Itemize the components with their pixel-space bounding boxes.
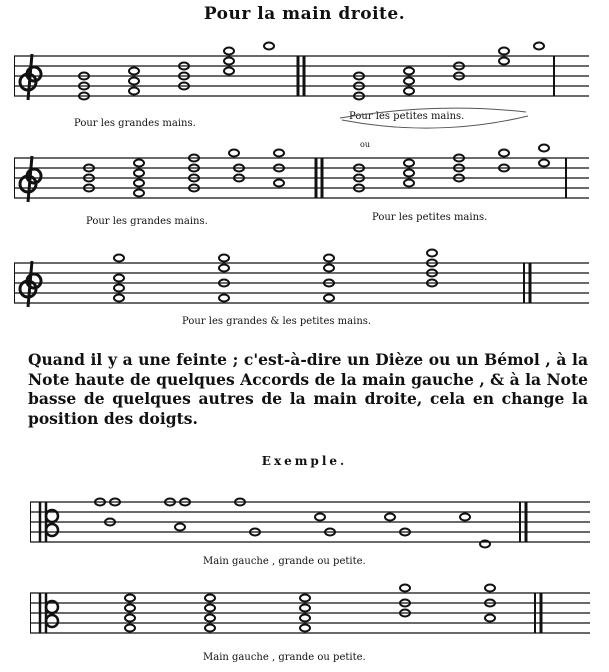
chord-notes <box>95 499 490 548</box>
staff-4 <box>30 484 590 564</box>
treble-clef-icon <box>20 156 41 202</box>
staff-3 <box>14 245 589 325</box>
caption-staff4: Main gauche , grande ou petite. <box>203 556 366 567</box>
chord-notes <box>79 43 544 100</box>
caption-staff2-right: Pour les petites mains. <box>372 212 488 223</box>
ou-label: ou <box>360 140 370 149</box>
staff-2 <box>14 140 589 220</box>
treble-clef-icon <box>20 261 41 307</box>
chord-notes <box>125 585 495 632</box>
chord-notes <box>114 250 437 302</box>
example-heading: Exemple. <box>261 454 348 468</box>
caption-staff1-left: Pour les grandes mains. <box>74 118 196 129</box>
pencil-underline <box>336 104 536 134</box>
caption-staff5: Main gauche , grande ou petite. <box>203 652 366 663</box>
page-title: Pour la main droite. <box>203 4 406 24</box>
caption-staff2-left: Pour les grandes mains. <box>86 216 208 227</box>
body-paragraph: Quand il y a une feinte ; c'est-à-dire un Dièze ou un Bémol , à la Note haute de quelques Accords de la main gauche , & à la Note basse de quelques autres de la main droite, cela en change la position des doigts. <box>28 350 588 428</box>
staff-5 <box>30 575 590 645</box>
caption-staff1-right: Pour les petites mains. <box>349 111 465 122</box>
caption-staff3: Pour les grandes & les petites mains. <box>182 316 372 327</box>
treble-clef-icon <box>20 54 41 100</box>
